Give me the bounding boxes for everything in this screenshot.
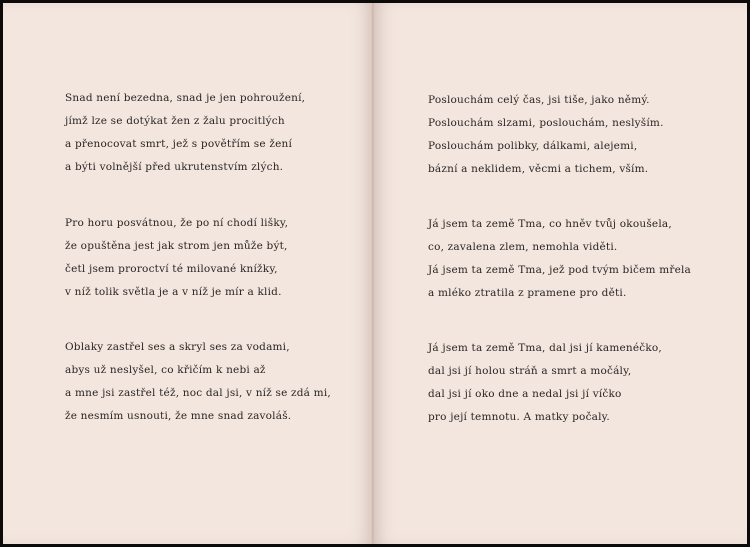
right-stanza-1 bbox=[428, 89, 664, 181]
right-stanza-2 bbox=[428, 213, 691, 305]
poem-line: v níž tolik světla je a v níž je mír a klid. bbox=[65, 286, 282, 298]
poem-line: četl jsem proroctví té milované knížky, bbox=[65, 263, 278, 275]
poem-line: a přenocovat smrt, jež s povětřím se žení bbox=[65, 138, 292, 150]
poem-line: Oblaky zastřel ses a skryl ses za vodami, bbox=[65, 341, 290, 353]
left-stanza-1 bbox=[65, 87, 305, 179]
poem-line: jímž lze se dotýkat žen z žalu procitlých bbox=[65, 115, 285, 127]
poem-line: a býti volnější před ukrutenstvím zlých. bbox=[65, 161, 284, 173]
left-page bbox=[3, 3, 372, 544]
right-page bbox=[374, 3, 747, 544]
poem-line: Já jsem ta země Tma, dal jsi jí kamenéčko, bbox=[428, 342, 662, 354]
poem-line: že nesmím usnouti, že mne snad zavoláš. bbox=[65, 410, 292, 422]
poem-line: pro její temnotu. A matky počaly. bbox=[428, 411, 610, 423]
poem-line: Snad není bezedna, snad je jen pohroužení, bbox=[65, 92, 306, 104]
poem-line: a mne jsi zastřel též, noc dal jsi, v níž se zdá mi, bbox=[65, 387, 331, 399]
poem-line: co, zavalena zlem, nemohla viděti. bbox=[428, 241, 618, 253]
poem-line: Poslouchám celý čas, jsi tiše, jako němý. bbox=[428, 94, 650, 106]
poem-line: Já jsem ta země Tma, co hněv tvůj okoušela, bbox=[428, 218, 672, 230]
poem-line: abys už neslyšel, co křičím k nebi až bbox=[65, 364, 266, 376]
left-stanza-2 bbox=[65, 212, 288, 304]
poem-line: Poslouchám polibky, dálkami, alejemi, bbox=[428, 140, 638, 152]
poem-line: že opuštěna jest jak strom jen může být, bbox=[65, 240, 288, 252]
poem-line: dal jsi jí holou stráň a smrt a močály, bbox=[428, 365, 632, 377]
poem-line: Pro horu posvátnou, že po ní chodí lišky, bbox=[65, 217, 289, 229]
poem-line: Já jsem ta země Tma, jež pod tvým bičem mřela bbox=[428, 264, 692, 276]
open-book bbox=[3, 3, 747, 544]
poem-line: bázní a neklidem, věcmi a tichem, vším. bbox=[428, 163, 649, 175]
poem-line: a mléko ztratila z pramene pro děti. bbox=[428, 287, 627, 299]
poem-line: dal jsi jí oko dne a nedal jsi jí víčko bbox=[428, 388, 622, 400]
poem-line: Poslouchám slzami, poslouchám, neslyším. bbox=[428, 117, 664, 129]
right-stanza-3 bbox=[428, 337, 662, 429]
left-stanza-3 bbox=[65, 336, 331, 428]
